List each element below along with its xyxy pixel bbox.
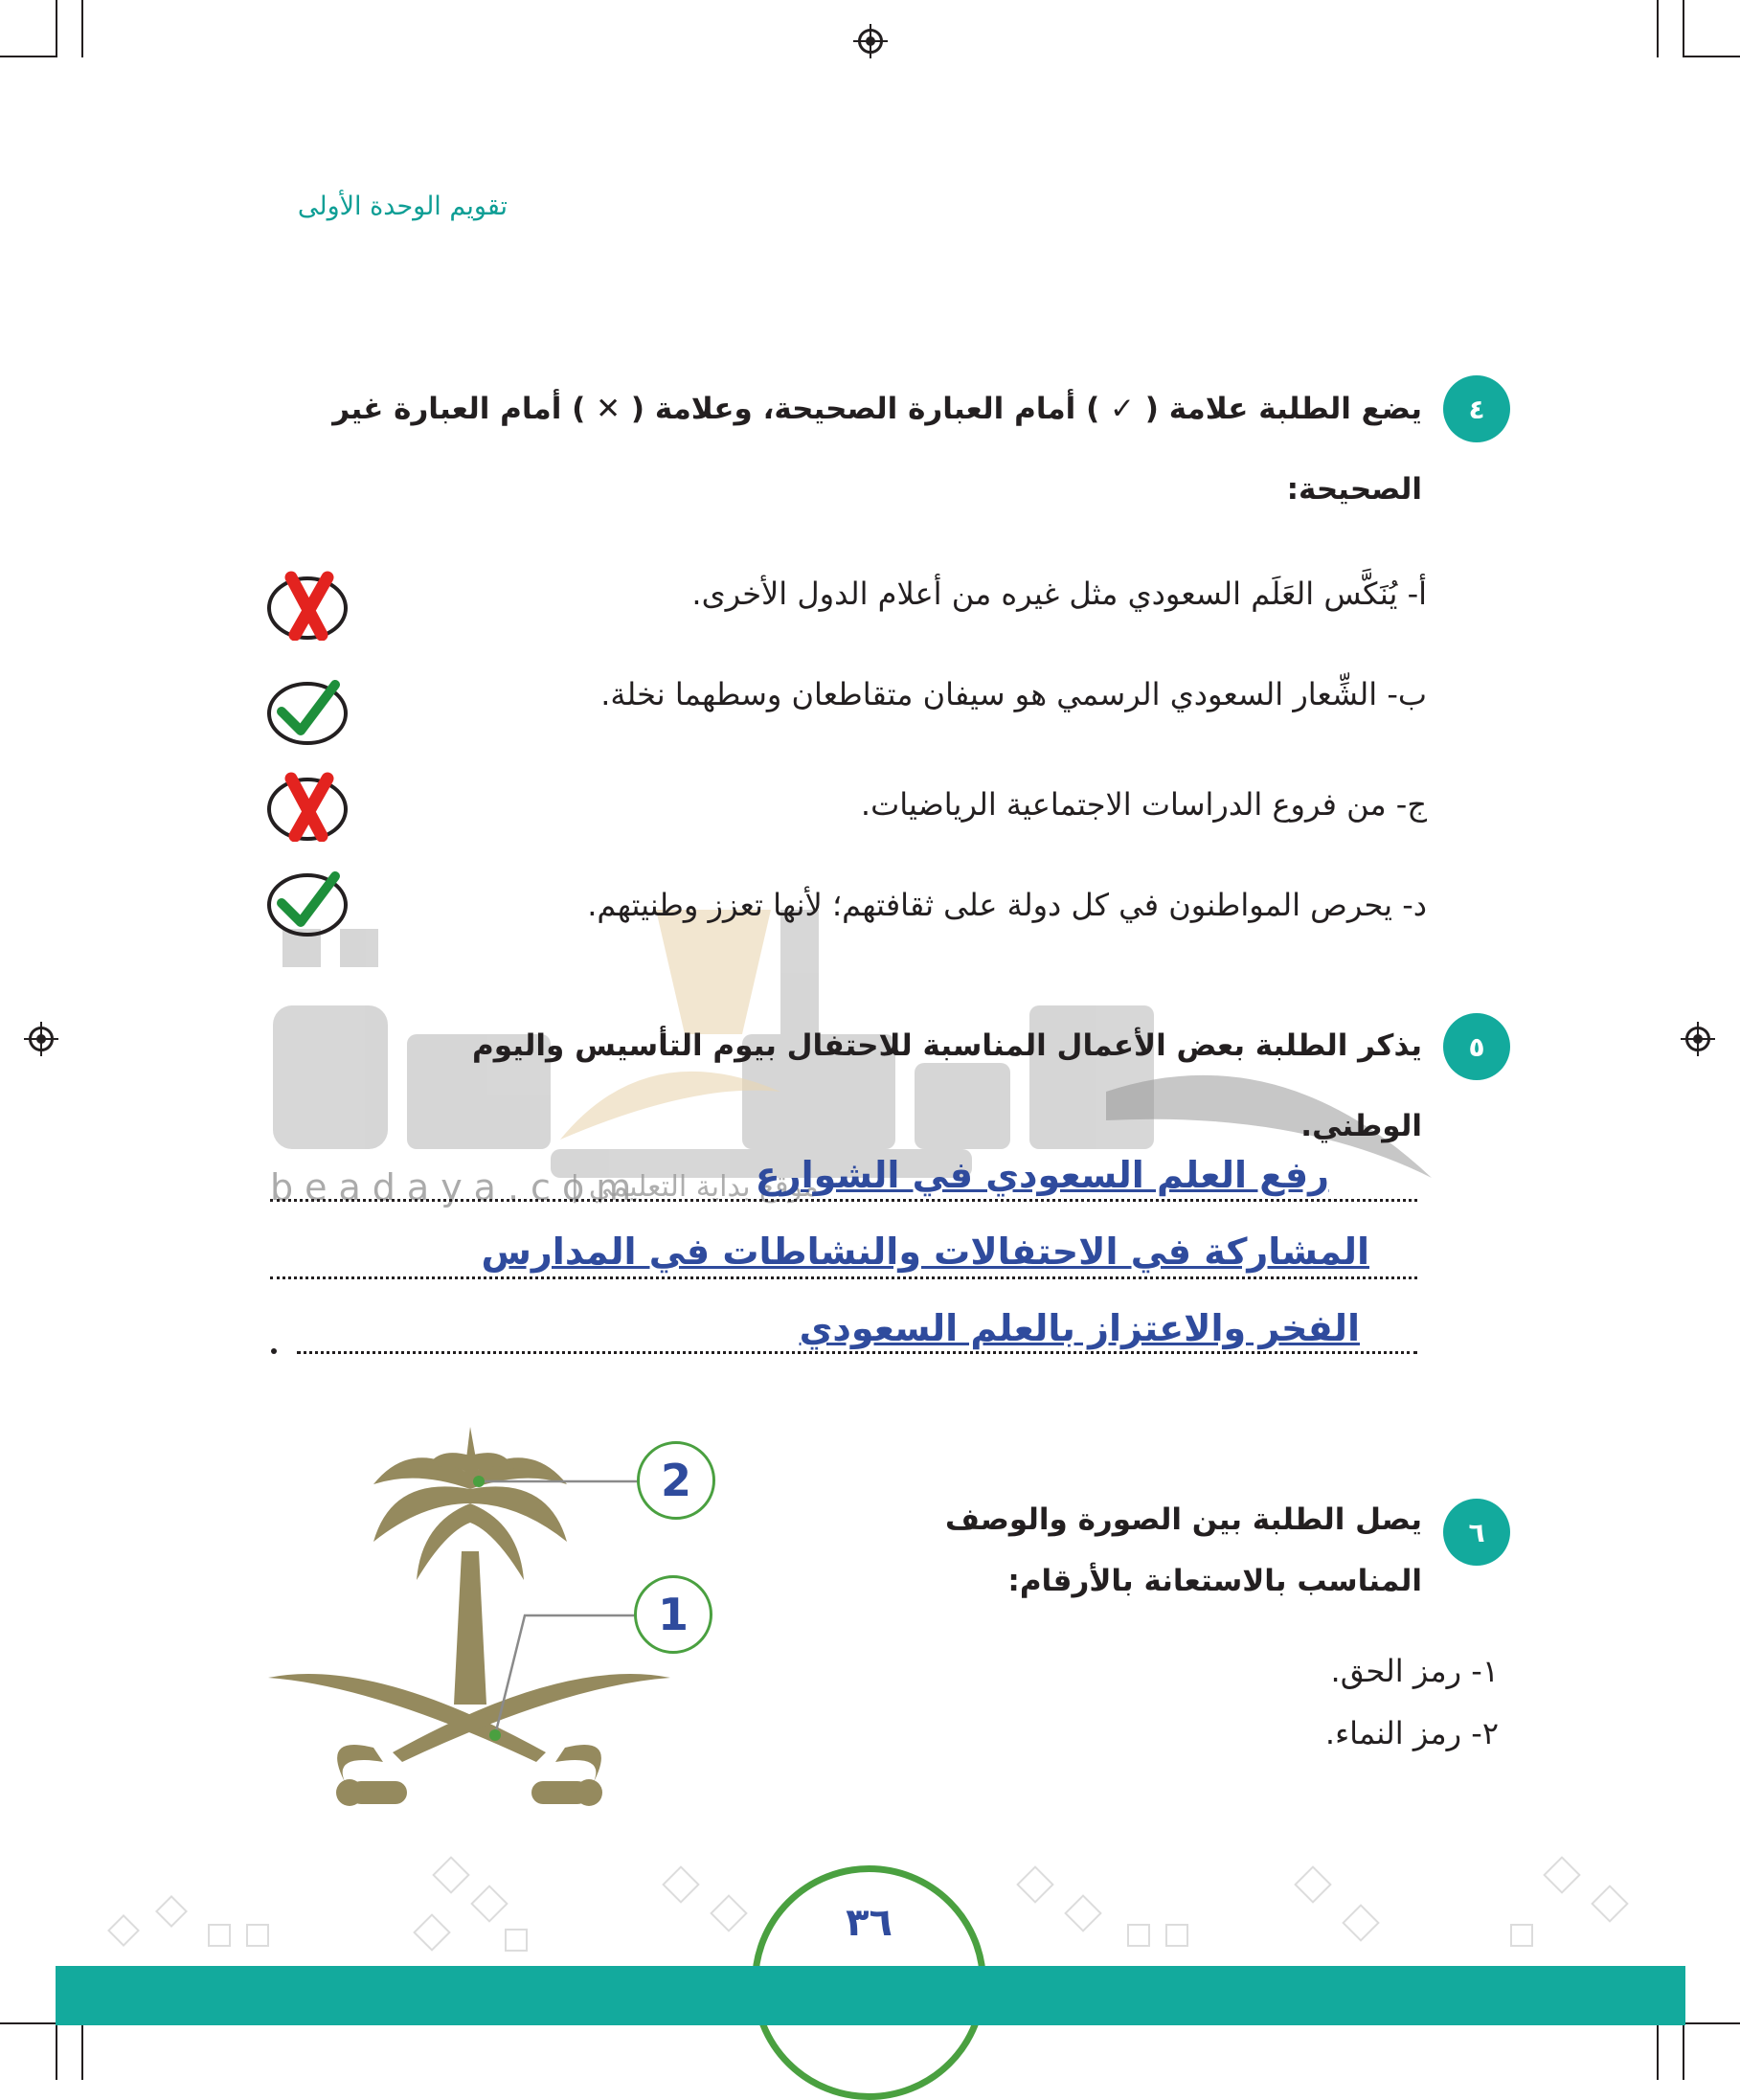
crop-mark — [0, 56, 57, 57]
q6-instruction-line1: يصل الطلبة بين الصورة والوصف — [944, 1502, 1422, 1537]
q6-option-1: ١- رمز الحق. — [1330, 1653, 1499, 1689]
handwritten-answer-3: الفخر والاعتزاز بالعلم السعودي — [799, 1307, 1360, 1349]
answer-line — [270, 1199, 1417, 1202]
wrong-answer-mark-icon — [266, 570, 349, 641]
crop-mark — [0, 2022, 57, 2024]
registration-mark-icon — [858, 29, 883, 54]
question-number-badge: ٦ — [1443, 1499, 1510, 1566]
q4-instruction-line1: يضع الطلبة علامة ( ✓ ) أمام العبارة الصحيحة، وعلامة ( ✕ ) أمام العبارة غير — [332, 392, 1422, 426]
period-dot — [271, 1348, 277, 1354]
crop-mark — [1683, 2022, 1684, 2080]
q5-instruction-line1: يذكر الطلبة بعض الأعمال المناسبة للاحتفال بيوم التأسيس واليوم — [471, 1028, 1422, 1063]
crop-mark — [1683, 56, 1740, 57]
crop-mark — [81, 0, 83, 57]
crop-mark — [56, 0, 57, 57]
crop-mark — [56, 2022, 57, 2080]
q6-instruction-line2: المناسب بالاستعانة بالأرقام: — [1007, 1564, 1422, 1598]
label-circle-1: 1 — [634, 1575, 712, 1654]
watermark-latin: beadaya.com — [270, 1166, 644, 1208]
q6-instruction — [862, 1489, 1422, 1612]
q4-instruction-line2: الصحيحة: — [1286, 472, 1422, 507]
q4-item-b: ب- الشِّعار السعودي الرسمي هو سيفان متقاطعان وسطهما نخلة. — [600, 676, 1427, 712]
crop-mark — [81, 2022, 83, 2080]
correct-answer-mark-icon — [266, 675, 349, 746]
q4-instruction — [259, 369, 1422, 530]
crop-mark — [1683, 2022, 1740, 2024]
handwritten-answer-2: المشاركة في الاحتفالات والنشاطات في المدارس — [481, 1231, 1369, 1273]
page-header: تقويم الوحدة الأولى — [297, 192, 508, 221]
answer-line — [297, 1351, 1417, 1354]
correct-answer-mark-icon — [266, 867, 349, 937]
wrong-answer-mark-icon — [266, 771, 349, 842]
registration-mark-icon — [29, 1027, 54, 1051]
q4-item-c: ج- من فروع الدراسات الاجتماعية الرياضيات. — [860, 786, 1427, 823]
question-number-badge: ٤ — [1443, 375, 1510, 442]
crop-mark — [1657, 0, 1659, 57]
q4-item-d: د- يحرص المواطنون في كل دولة على ثقافتهم؛ لأنها تعزز وطنيتهم. — [587, 887, 1427, 923]
crop-mark — [1657, 2022, 1659, 2080]
handwritten-answer-1: رفع العلم السعودي في الشوارع — [755, 1154, 1329, 1196]
watermark-arabic: موقع بداية التعليمي | — [570, 1170, 819, 1204]
footer-band — [56, 1966, 1685, 2025]
q6-option-2: ٢- رمز النماء. — [1324, 1715, 1499, 1751]
q5-instruction-line2: الوطني. — [1300, 1109, 1422, 1143]
label-circle-2: 2 — [637, 1441, 715, 1520]
crop-mark — [1683, 0, 1684, 57]
question-number-badge: ٥ — [1443, 1013, 1510, 1080]
q5-instruction — [259, 1005, 1422, 1166]
answer-line — [270, 1276, 1417, 1279]
saudi-emblem-icon — [259, 1417, 699, 1848]
page-number: ٣٦ — [846, 1901, 893, 1945]
q4-item-a: أ- يُنَكَّس العَلَم السعودي مثل غيره من أعلام الدول الأخرى. — [691, 576, 1427, 612]
registration-mark-icon — [1685, 1027, 1710, 1051]
